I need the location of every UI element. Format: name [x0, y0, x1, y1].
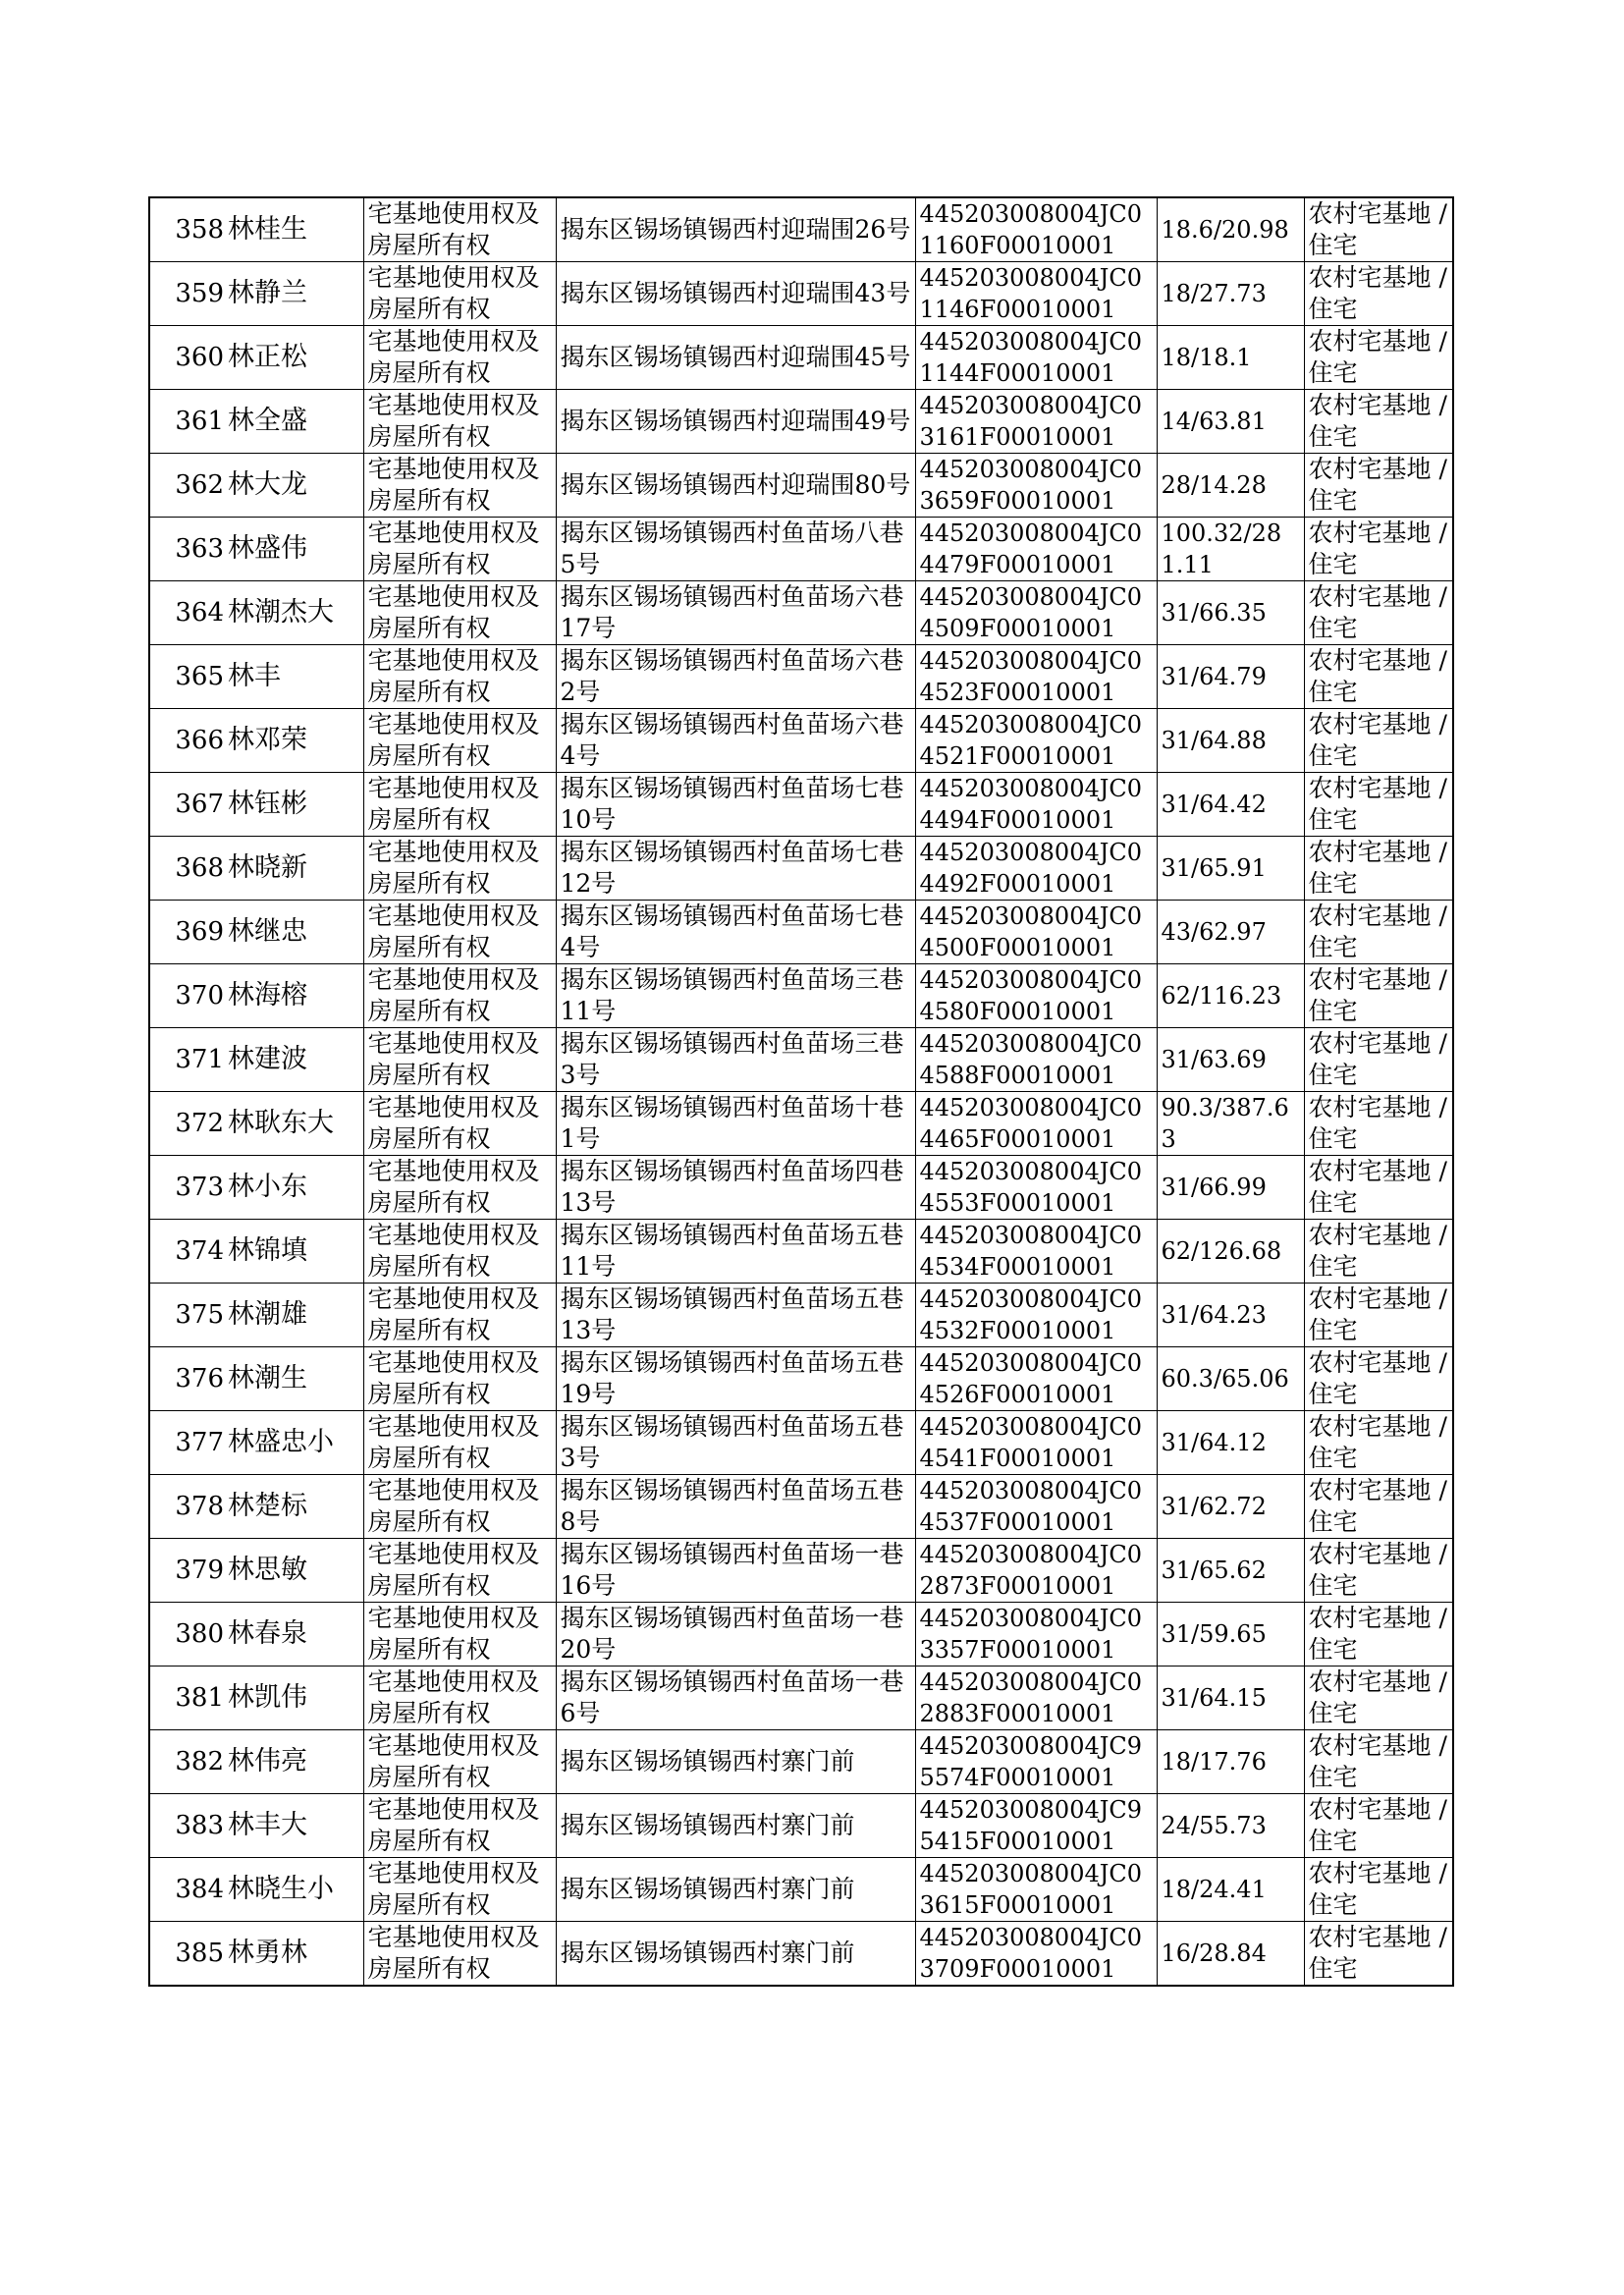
property-address: 揭东区锡场镇锡西村寨门前: [556, 1794, 915, 1858]
table-row: [149, 1028, 1453, 1092]
usage-type: 农村宅基地 / 住宅: [1304, 1794, 1453, 1858]
property-address: 揭东区锡场镇锡西村鱼苗场三巷11号: [556, 964, 915, 1028]
area-value: 31/66.35: [1157, 581, 1304, 645]
right-type: 宅基地使用权及房屋所有权: [363, 773, 556, 837]
table-row: [149, 773, 1453, 837]
unit-code: 445203008004JC01160F00010001: [915, 197, 1157, 262]
row-number: 381: [149, 1667, 226, 1730]
unit-code: 445203008004JC01144F00010001: [915, 326, 1157, 390]
property-address: 揭东区锡场镇锡西村鱼苗场八巷5号: [556, 518, 915, 581]
table-row: [149, 581, 1453, 645]
area-value: 43/62.97: [1157, 901, 1304, 964]
row-number: 367: [149, 773, 226, 837]
table-row: [149, 1475, 1453, 1539]
usage-type: 农村宅基地 / 住宅: [1304, 837, 1453, 901]
area-value: 31/64.79: [1157, 645, 1304, 709]
unit-code: 445203008004JC03357F00010001: [915, 1603, 1157, 1667]
area-value: 62/126.68: [1157, 1220, 1304, 1284]
right-type: 宅基地使用权及房屋所有权: [363, 1411, 556, 1475]
row-number: 368: [149, 837, 226, 901]
table-row: [149, 1411, 1453, 1475]
unit-code: 445203008004JC04479F00010001: [915, 518, 1157, 581]
right-type: 宅基地使用权及房屋所有权: [363, 645, 556, 709]
usage-type: 农村宅基地 / 住宅: [1304, 1220, 1453, 1284]
right-type: 宅基地使用权及房屋所有权: [363, 1220, 556, 1284]
row-number: 361: [149, 390, 226, 454]
usage-type: 农村宅基地 / 住宅: [1304, 1603, 1453, 1667]
right-type: 宅基地使用权及房屋所有权: [363, 837, 556, 901]
owner-name: 林全盛: [226, 390, 363, 454]
property-address: 揭东区锡场镇锡西村迎瑞围26号: [556, 197, 915, 262]
property-address: 揭东区锡场镇锡西村鱼苗场六巷2号: [556, 645, 915, 709]
row-number: 365: [149, 645, 226, 709]
usage-type: 农村宅基地 / 住宅: [1304, 1922, 1453, 1987]
owner-name: 林海榕: [226, 964, 363, 1028]
owner-name: 林潮杰大: [226, 581, 363, 645]
right-type: 宅基地使用权及房屋所有权: [363, 581, 556, 645]
property-address: 揭东区锡场镇锡西村鱼苗场五巷11号: [556, 1220, 915, 1284]
owner-name: 林继忠: [226, 901, 363, 964]
row-number: 372: [149, 1092, 226, 1156]
owner-name: 林丰: [226, 645, 363, 709]
row-number: 371: [149, 1028, 226, 1092]
usage-type: 农村宅基地 / 住宅: [1304, 773, 1453, 837]
right-type: 宅基地使用权及房屋所有权: [363, 1092, 556, 1156]
row-number: 369: [149, 901, 226, 964]
right-type: 宅基地使用权及房屋所有权: [363, 709, 556, 773]
table-row: [149, 1220, 1453, 1284]
unit-code: 445203008004JC01146F00010001: [915, 262, 1157, 326]
right-type: 宅基地使用权及房屋所有权: [363, 454, 556, 518]
owner-name: 林春泉: [226, 1603, 363, 1667]
usage-type: 农村宅基地 / 住宅: [1304, 1858, 1453, 1922]
table-row: [149, 1347, 1453, 1411]
table-row: [149, 1858, 1453, 1922]
table-row: [149, 262, 1453, 326]
area-value: 31/64.15: [1157, 1667, 1304, 1730]
owner-name: 林小东: [226, 1156, 363, 1220]
owner-name: 林伟亮: [226, 1730, 363, 1794]
usage-type: 农村宅基地 / 住宅: [1304, 390, 1453, 454]
property-address: 揭东区锡场镇锡西村寨门前: [556, 1922, 915, 1987]
usage-type: 农村宅基地 / 住宅: [1304, 197, 1453, 262]
usage-type: 农村宅基地 / 住宅: [1304, 454, 1453, 518]
property-address: 揭东区锡场镇锡西村鱼苗场七巷12号: [556, 837, 915, 901]
unit-code: 445203008004JC02883F00010001: [915, 1667, 1157, 1730]
right-type: 宅基地使用权及房屋所有权: [363, 197, 556, 262]
table-row: [149, 1156, 1453, 1220]
table-row: [149, 1284, 1453, 1347]
row-number: 379: [149, 1539, 226, 1603]
usage-type: 农村宅基地 / 住宅: [1304, 1347, 1453, 1411]
usage-type: 农村宅基地 / 住宅: [1304, 901, 1453, 964]
row-number: 385: [149, 1922, 226, 1987]
table-row: [149, 901, 1453, 964]
unit-code: 445203008004JC04553F00010001: [915, 1156, 1157, 1220]
property-address: 揭东区锡场镇锡西村鱼苗场六巷17号: [556, 581, 915, 645]
unit-code: 445203008004JC04532F00010001: [915, 1284, 1157, 1347]
right-type: 宅基地使用权及房屋所有权: [363, 1347, 556, 1411]
right-type: 宅基地使用权及房屋所有权: [363, 1475, 556, 1539]
unit-code: 445203008004JC04494F00010001: [915, 773, 1157, 837]
property-address: 揭东区锡场镇锡西村鱼苗场四巷13号: [556, 1156, 915, 1220]
property-address: 揭东区锡场镇锡西村迎瑞围49号: [556, 390, 915, 454]
unit-code: 445203008004JC04526F00010001: [915, 1347, 1157, 1411]
unit-code: 445203008004JC95574F00010001: [915, 1730, 1157, 1794]
owner-name: 林潮生: [226, 1347, 363, 1411]
unit-code: 445203008004JC04509F00010001: [915, 581, 1157, 645]
area-value: 31/65.91: [1157, 837, 1304, 901]
area-value: 28/14.28: [1157, 454, 1304, 518]
owner-name: 林凯伟: [226, 1667, 363, 1730]
area-value: 18/17.76: [1157, 1730, 1304, 1794]
property-address: 揭东区锡场镇锡西村鱼苗场五巷3号: [556, 1411, 915, 1475]
row-number: 363: [149, 518, 226, 581]
row-number: 375: [149, 1284, 226, 1347]
right-type: 宅基地使用权及房屋所有权: [363, 1284, 556, 1347]
property-address: 揭东区锡场镇锡西村寨门前: [556, 1730, 915, 1794]
area-value: 62/116.23: [1157, 964, 1304, 1028]
area-value: 31/59.65: [1157, 1603, 1304, 1667]
usage-type: 农村宅基地 / 住宅: [1304, 1539, 1453, 1603]
property-address: 揭东区锡场镇锡西村鱼苗场十巷1号: [556, 1092, 915, 1156]
owner-name: 林桂生: [226, 197, 363, 262]
row-number: 359: [149, 262, 226, 326]
usage-type: 农村宅基地 / 住宅: [1304, 518, 1453, 581]
unit-code: 445203008004JC02873F00010001: [915, 1539, 1157, 1603]
property-address: 揭东区锡场镇锡西村鱼苗场七巷4号: [556, 901, 915, 964]
area-value: 18/27.73: [1157, 262, 1304, 326]
area-value: 18.6/20.98: [1157, 197, 1304, 262]
unit-code: 445203008004JC04465F00010001: [915, 1092, 1157, 1156]
usage-type: 农村宅基地 / 住宅: [1304, 262, 1453, 326]
property-address: 揭东区锡场镇锡西村寨门前: [556, 1858, 915, 1922]
unit-code: 445203008004JC04523F00010001: [915, 645, 1157, 709]
table-row: [149, 518, 1453, 581]
row-number: 362: [149, 454, 226, 518]
owner-name: 林钰彬: [226, 773, 363, 837]
row-number: 358: [149, 197, 226, 262]
usage-type: 农村宅基地 / 住宅: [1304, 1730, 1453, 1794]
unit-code: 445203008004JC04521F00010001: [915, 709, 1157, 773]
right-type: 宅基地使用权及房屋所有权: [363, 901, 556, 964]
table-row: [149, 1794, 1453, 1858]
area-value: 18/18.1: [1157, 326, 1304, 390]
property-address: 揭东区锡场镇锡西村鱼苗场一巷20号: [556, 1603, 915, 1667]
owner-name: 林丰大: [226, 1794, 363, 1858]
area-value: 31/63.69: [1157, 1028, 1304, 1092]
right-type: 宅基地使用权及房屋所有权: [363, 326, 556, 390]
property-address: 揭东区锡场镇锡西村鱼苗场一巷16号: [556, 1539, 915, 1603]
property-address: 揭东区锡场镇锡西村鱼苗场五巷8号: [556, 1475, 915, 1539]
right-type: 宅基地使用权及房屋所有权: [363, 262, 556, 326]
owner-name: 林建波: [226, 1028, 363, 1092]
right-type: 宅基地使用权及房屋所有权: [363, 1156, 556, 1220]
right-type: 宅基地使用权及房屋所有权: [363, 1028, 556, 1092]
usage-type: 农村宅基地 / 住宅: [1304, 1092, 1453, 1156]
table-row: [149, 645, 1453, 709]
owner-name: 林楚标: [226, 1475, 363, 1539]
owner-name: 林耿东大: [226, 1092, 363, 1156]
right-type: 宅基地使用权及房屋所有权: [363, 518, 556, 581]
row-number: 374: [149, 1220, 226, 1284]
row-number: 380: [149, 1603, 226, 1667]
usage-type: 农村宅基地 / 住宅: [1304, 1475, 1453, 1539]
row-number: 370: [149, 964, 226, 1028]
owner-name: 林锦填: [226, 1220, 363, 1284]
unit-code: 445203008004JC04534F00010001: [915, 1220, 1157, 1284]
table-row: [149, 964, 1453, 1028]
row-number: 384: [149, 1858, 226, 1922]
table-row: [149, 1603, 1453, 1667]
table-row: [149, 1922, 1453, 1987]
unit-code: 445203008004JC04588F00010001: [915, 1028, 1157, 1092]
area-value: 14/63.81: [1157, 390, 1304, 454]
right-type: 宅基地使用权及房屋所有权: [363, 1794, 556, 1858]
area-value: 31/65.62: [1157, 1539, 1304, 1603]
owner-name: 林盛伟: [226, 518, 363, 581]
area-value: 31/66.99: [1157, 1156, 1304, 1220]
usage-type: 农村宅基地 / 住宅: [1304, 709, 1453, 773]
row-number: 377: [149, 1411, 226, 1475]
row-number: 376: [149, 1347, 226, 1411]
row-number: 378: [149, 1475, 226, 1539]
property-address: 揭东区锡场镇锡西村鱼苗场六巷4号: [556, 709, 915, 773]
unit-code: 445203008004JC04541F00010001: [915, 1411, 1157, 1475]
owner-name: 林勇林: [226, 1922, 363, 1987]
property-address: 揭东区锡场镇锡西村迎瑞围45号: [556, 326, 915, 390]
table-row: [149, 837, 1453, 901]
right-type: 宅基地使用权及房屋所有权: [363, 1603, 556, 1667]
property-address: 揭东区锡场镇锡西村鱼苗场七巷10号: [556, 773, 915, 837]
row-number: 383: [149, 1794, 226, 1858]
unit-code: 445203008004JC03615F00010001: [915, 1858, 1157, 1922]
area-value: 16/28.84: [1157, 1922, 1304, 1987]
usage-type: 农村宅基地 / 住宅: [1304, 645, 1453, 709]
property-address: 揭东区锡场镇锡西村迎瑞围43号: [556, 262, 915, 326]
row-number: 360: [149, 326, 226, 390]
row-number: 364: [149, 581, 226, 645]
unit-code: 445203008004JC04500F00010001: [915, 901, 1157, 964]
usage-type: 农村宅基地 / 住宅: [1304, 581, 1453, 645]
property-address: 揭东区锡场镇锡西村鱼苗场一巷6号: [556, 1667, 915, 1730]
unit-code: 445203008004JC04537F00010001: [915, 1475, 1157, 1539]
table-row: [149, 1730, 1453, 1794]
usage-type: 农村宅基地 / 住宅: [1304, 1667, 1453, 1730]
table-row: [149, 390, 1453, 454]
right-type: 宅基地使用权及房屋所有权: [363, 1730, 556, 1794]
right-type: 宅基地使用权及房屋所有权: [363, 1922, 556, 1987]
table-body: [149, 197, 1453, 1986]
owner-name: 林晓生小: [226, 1858, 363, 1922]
right-type: 宅基地使用权及房屋所有权: [363, 390, 556, 454]
area-value: 31/64.42: [1157, 773, 1304, 837]
area-value: 18/24.41: [1157, 1858, 1304, 1922]
property-address: 揭东区锡场镇锡西村迎瑞围80号: [556, 454, 915, 518]
area-value: 90.3/387.63: [1157, 1092, 1304, 1156]
usage-type: 农村宅基地 / 住宅: [1304, 326, 1453, 390]
area-value: 31/64.88: [1157, 709, 1304, 773]
area-value: 31/62.72: [1157, 1475, 1304, 1539]
unit-code: 445203008004JC04492F00010001: [915, 837, 1157, 901]
area-value: 100.32/281.11: [1157, 518, 1304, 581]
property-address: 揭东区锡场镇锡西村鱼苗场三巷3号: [556, 1028, 915, 1092]
table-row: [149, 1667, 1453, 1730]
registration-table: [148, 196, 1454, 1987]
owner-name: 林大龙: [226, 454, 363, 518]
area-value: 31/64.23: [1157, 1284, 1304, 1347]
row-number: 366: [149, 709, 226, 773]
table-row: [149, 709, 1453, 773]
owner-name: 林盛忠小: [226, 1411, 363, 1475]
owner-name: 林邓荣: [226, 709, 363, 773]
owner-name: 林静兰: [226, 262, 363, 326]
property-address: 揭东区锡场镇锡西村鱼苗场五巷13号: [556, 1284, 915, 1347]
usage-type: 农村宅基地 / 住宅: [1304, 964, 1453, 1028]
row-number: 373: [149, 1156, 226, 1220]
usage-type: 农村宅基地 / 住宅: [1304, 1156, 1453, 1220]
owner-name: 林晓新: [226, 837, 363, 901]
right-type: 宅基地使用权及房屋所有权: [363, 1858, 556, 1922]
owner-name: 林正松: [226, 326, 363, 390]
owner-name: 林潮雄: [226, 1284, 363, 1347]
table-row: [149, 1092, 1453, 1156]
unit-code: 445203008004JC95415F00010001: [915, 1794, 1157, 1858]
area-value: 31/64.12: [1157, 1411, 1304, 1475]
property-address: 揭东区锡场镇锡西村鱼苗场五巷19号: [556, 1347, 915, 1411]
right-type: 宅基地使用权及房屋所有权: [363, 964, 556, 1028]
usage-type: 农村宅基地 / 住宅: [1304, 1411, 1453, 1475]
area-value: 24/55.73: [1157, 1794, 1304, 1858]
table-row: [149, 454, 1453, 518]
row-number: 382: [149, 1730, 226, 1794]
owner-name: 林思敏: [226, 1539, 363, 1603]
usage-type: 农村宅基地 / 住宅: [1304, 1028, 1453, 1092]
unit-code: 445203008004JC03659F00010001: [915, 454, 1157, 518]
unit-code: 445203008004JC04580F00010001: [915, 964, 1157, 1028]
unit-code: 445203008004JC03709F00010001: [915, 1922, 1157, 1987]
right-type: 宅基地使用权及房屋所有权: [363, 1539, 556, 1603]
unit-code: 445203008004JC03161F00010001: [915, 390, 1157, 454]
usage-type: 农村宅基地 / 住宅: [1304, 1284, 1453, 1347]
right-type: 宅基地使用权及房屋所有权: [363, 1667, 556, 1730]
area-value: 60.3/65.06: [1157, 1347, 1304, 1411]
table-row: [149, 197, 1453, 262]
table-row: [149, 326, 1453, 390]
table-row: [149, 1539, 1453, 1603]
